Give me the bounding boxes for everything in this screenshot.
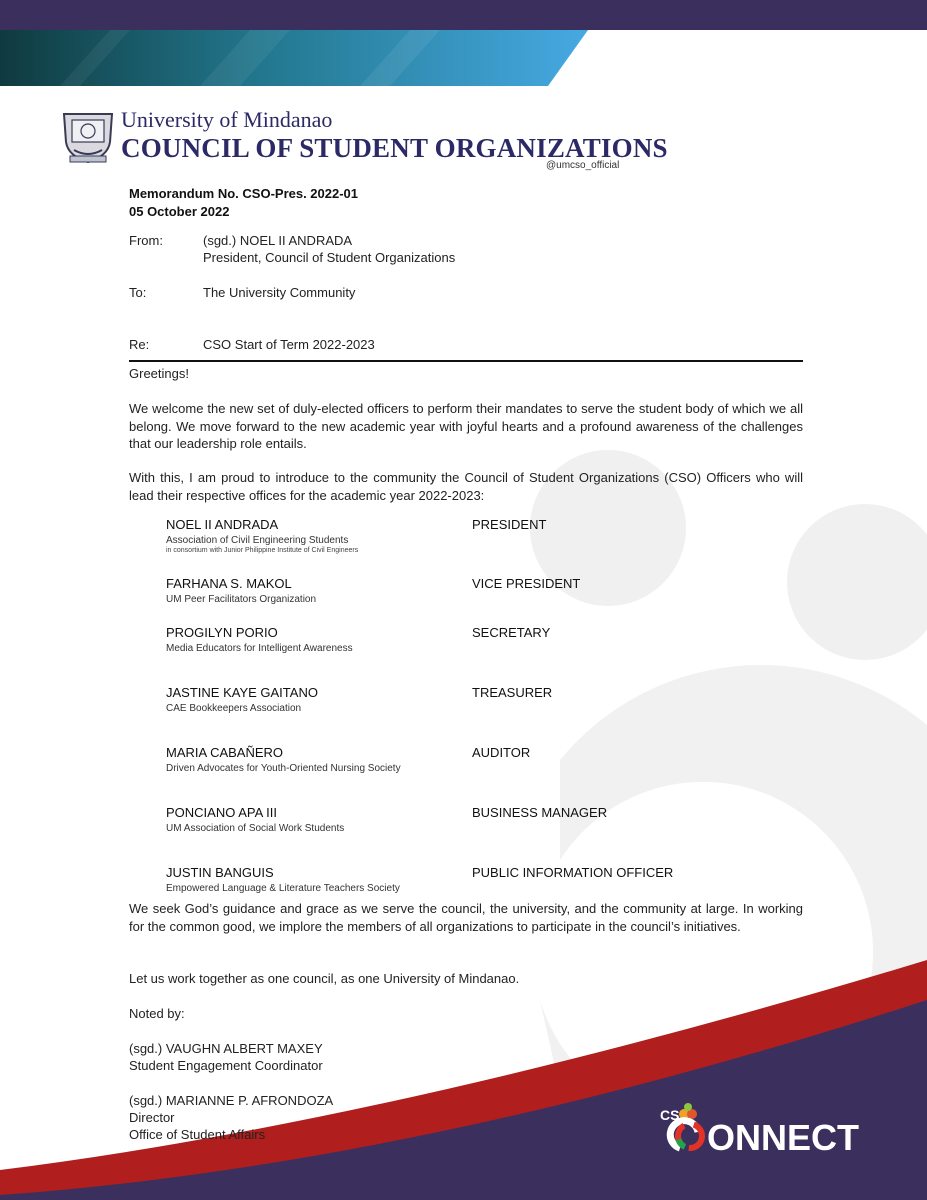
officer-name: MARIA CABAÑERO xyxy=(166,745,284,760)
to-label: To: xyxy=(129,285,147,300)
officer-name: PONCIANO APA III xyxy=(166,805,278,820)
officer-name: FARHANA S. MAKOL xyxy=(166,576,292,591)
noted-by: Noted by: xyxy=(129,1006,185,1021)
officer-name: NOEL II ANDRADA xyxy=(166,517,279,532)
officer-org: Media Educators for Intelligent Awareness xyxy=(166,643,353,654)
paragraph-unity: Let us work together as one council, as one University of Mindanao. xyxy=(129,971,520,986)
divider xyxy=(129,360,803,362)
officer-position: TREASURER xyxy=(472,685,553,700)
paragraph-welcome: We welcome the new set of duly-elected officers to perform their mandates to serve the student body of which we all belong. We move forward to the new academic year with joyful hearts and a profound awareness of the challenges that our leadership role entails. xyxy=(129,401,803,451)
logo-small-text: CS xyxy=(660,1107,680,1123)
officer-org: UM Association of Social Work Students xyxy=(166,823,345,834)
university-seal-icon xyxy=(60,108,116,166)
from-label: From: xyxy=(129,233,163,248)
university-name: University of Mindanao xyxy=(121,107,333,132)
signatory-title: Director xyxy=(129,1110,175,1125)
signatory-name: (sgd.) MARIANNE P. AFRONDOZA xyxy=(129,1093,334,1108)
officer-name: PROGILYN PORIO xyxy=(166,625,278,640)
officer-org: CAE Bookkeepers Association xyxy=(166,703,302,714)
officer-org: Association of Civil Engineering Students xyxy=(166,535,349,546)
paragraph-intro: With this, I am proud to introduce to the community the Council of Student Organizations (CSO) Officers who will lead their respective offices for the academic year 2022-2023: xyxy=(129,470,803,503)
greeting: Greetings! xyxy=(129,366,189,381)
officer-org: Empowered Language & Literature Teachers Society xyxy=(166,883,400,894)
council-name: COUNCIL OF STUDENT ORGANIZATIONS xyxy=(121,133,668,163)
officer-position: VICE PRESIDENT xyxy=(472,576,581,591)
officer-position: BUSINESS MANAGER xyxy=(472,805,608,820)
officer-position: PUBLIC INFORMATION OFFICER xyxy=(472,865,674,880)
from-title: President, Council of Student Organizations xyxy=(203,250,456,265)
re-value: CSO Start of Term 2022-2023 xyxy=(203,337,375,352)
social-handle: @umcso_official xyxy=(546,160,620,171)
officer-position: PRESIDENT xyxy=(472,517,547,532)
officer-position: SECRETARY xyxy=(472,625,551,640)
memo-date: 05 October 2022 xyxy=(129,204,230,219)
officer-org-note: in consortium with Junior Philippine Institute of Civil Engineers xyxy=(166,547,359,554)
signatory-office: Office of Student Affairs xyxy=(129,1127,266,1142)
header-gradient-band xyxy=(0,30,927,86)
officer-org: UM Peer Facilitators Organization xyxy=(166,594,317,605)
paragraph-closing: We seek God’s guidance and grace as we serve the council, the university, and the community at large. In working for the common good, we implore the members of all organizations to participate in the council’s initiatives. xyxy=(129,901,803,934)
memo-number: Memorandum No. CSO-Pres. 2022-01 xyxy=(129,186,359,201)
officer-position: AUDITOR xyxy=(472,745,531,760)
re-label: Re: xyxy=(129,337,150,352)
signatory-name: (sgd.) VAUGHN ALBERT MAXEY xyxy=(129,1041,323,1056)
header-top-bar xyxy=(0,0,927,30)
officer-name: JUSTIN BANGUIS xyxy=(166,865,274,880)
signatory-title: Student Engagement Coordinator xyxy=(129,1058,323,1073)
to-value: The University Community xyxy=(203,285,356,300)
officer-name: JASTINE KAYE GAITANO xyxy=(166,685,318,700)
officer-org: Driven Advocates for Youth-Oriented Nursing Society xyxy=(166,763,401,774)
logo-text: ONNECT xyxy=(707,1117,859,1158)
cso-connect-logo-icon xyxy=(650,1100,870,1160)
from-name: (sgd.) NOEL II ANDRADA xyxy=(203,233,353,248)
